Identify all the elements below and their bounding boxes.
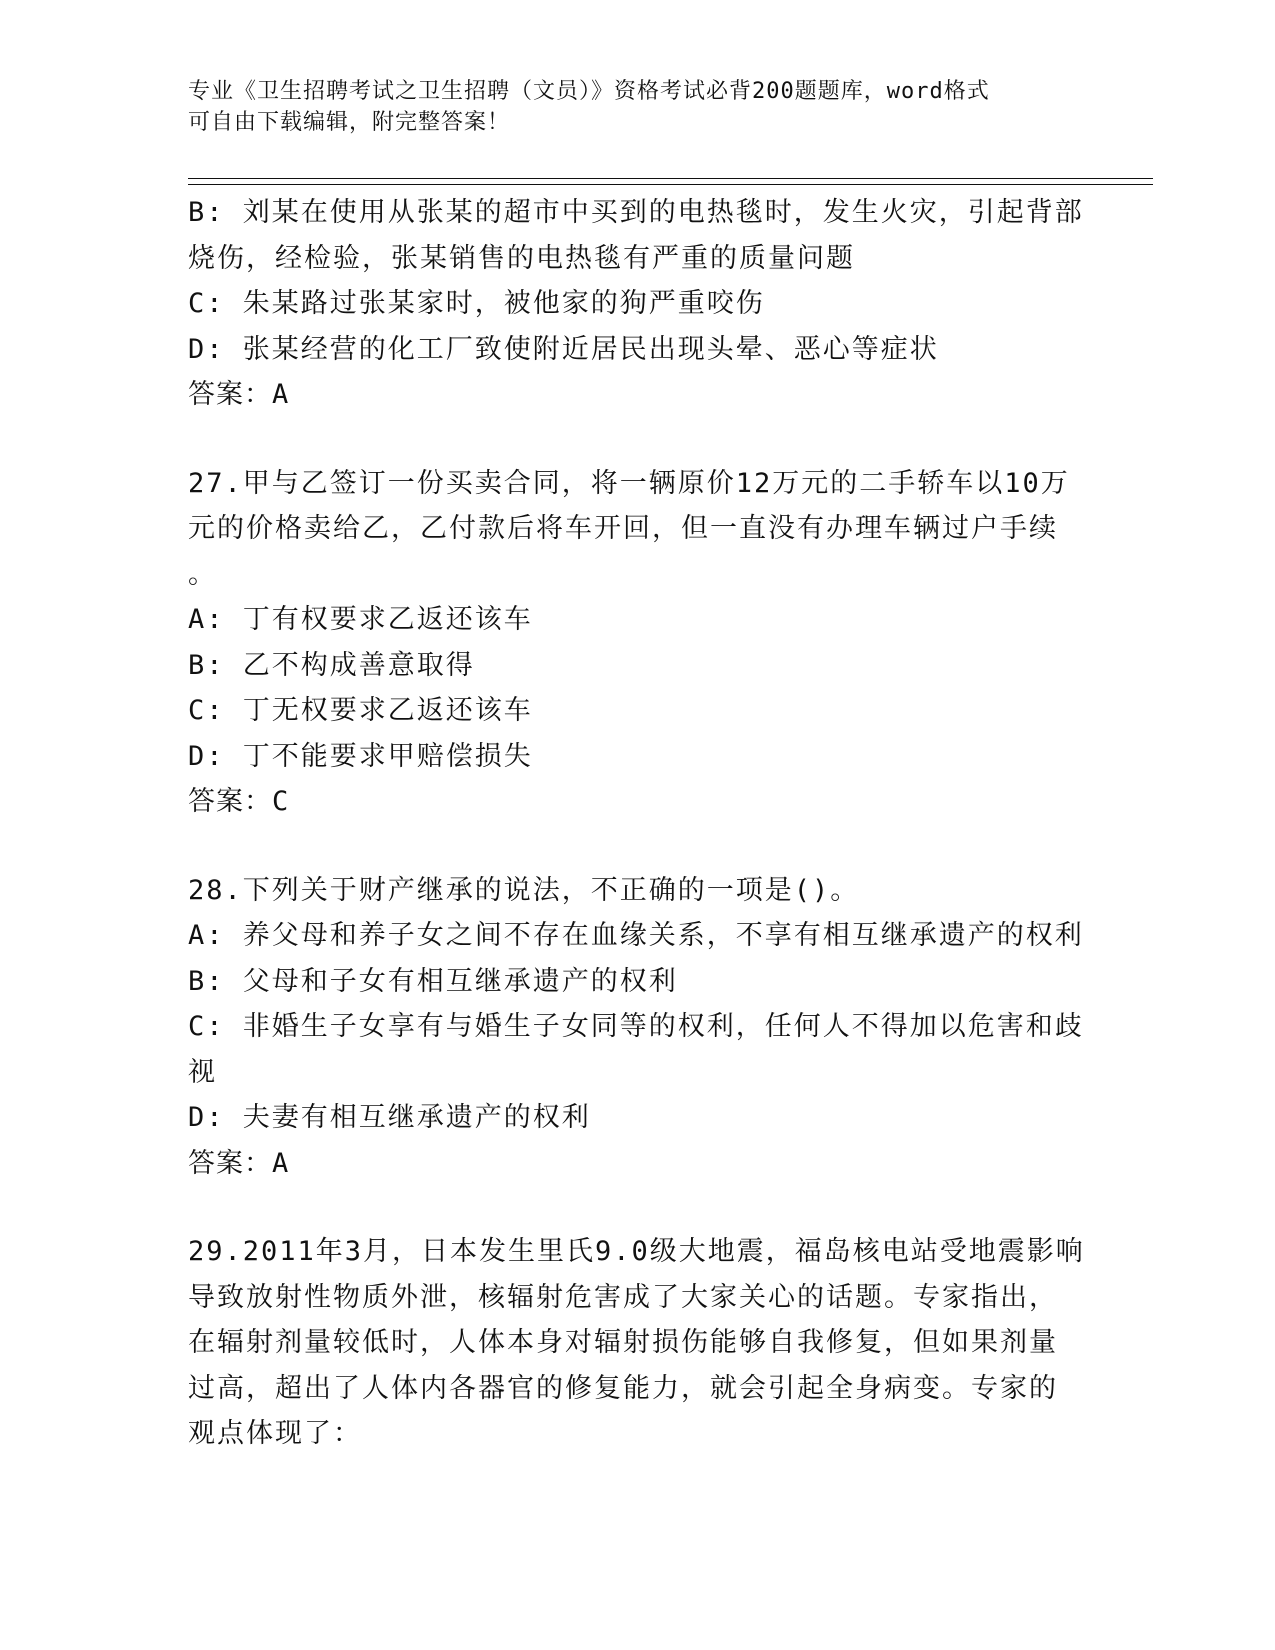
option-b-line-2: 烧伤，经检验，张某销售的电热毯有严重的质量问题 <box>188 242 855 274</box>
option-a: A: 丁有权要求乙返还该车 <box>188 604 533 635</box>
option-b-line-1: B: 刘某在使用从张某的超市中买到的电热毯时，发生火灾，引起背部 <box>188 197 1084 228</box>
header-divider-top <box>188 178 1153 179</box>
question-stem-line-2: 导致放射性物质外泄，核辐射危害成了大家关心的话题。专家指出， <box>188 1281 1058 1313</box>
answer: 答案：A <box>188 1147 290 1179</box>
option-c: C: 朱某路过张某家时，被他家的狗严重咬伤 <box>188 288 765 319</box>
answer: 答案：A <box>188 379 290 410</box>
option-a: A: 养父母和养子女之间不存在血缘关系，不享有相互继承遗产的权利 <box>188 920 1084 951</box>
question-stem-line-3: 在辐射剂量较低时，人体本身对辐射损伤能够自我修复，但如果剂量 <box>188 1327 1058 1358</box>
question-29 <box>188 1229 1188 1457</box>
answer: 答案：C <box>188 786 290 817</box>
question-26-continuation <box>188 190 1188 418</box>
question-stem-line-3: 。 <box>188 558 217 590</box>
question-27 <box>188 461 1188 825</box>
option-c-line-1: C: 非婚生子女享有与婚生子女同等的权利，任何人不得加以危害和歧 <box>188 1011 1084 1042</box>
header-divider-bottom <box>188 184 1153 185</box>
header-title-line-1: 专业《卫生招聘考试之卫生招聘（文员）》资格考试必背200题题库，word格式 <box>188 79 990 104</box>
option-d: D: 夫妻有相互继承遗产的权利 <box>188 1102 591 1133</box>
option-b: B: 父母和子女有相互继承遗产的权利 <box>188 965 678 997</box>
option-b: B: 乙不构成善意取得 <box>188 649 475 681</box>
question-stem: 28.下列关于财产继承的说法，不正确的一项是()。 <box>188 874 860 906</box>
question-28 <box>188 868 1188 1187</box>
option-c: C: 丁无权要求乙返还该车 <box>188 695 533 726</box>
question-stem-line-1: 29.2011年3月，日本发生里氏9.0级大地震，福岛核电站受地震影响 <box>188 1236 1085 1267</box>
question-stem-line-5: 观点体现了： <box>188 1418 362 1449</box>
question-stem-line-1: 27.甲与乙签订一份买卖合同，将一辆原价12万元的二手轿车以10万 <box>188 467 1070 499</box>
document-body <box>188 190 1188 1457</box>
question-stem-line-2: 元的价格卖给乙，乙付款后将车开回，但一直没有办理车辆过户手续 <box>188 513 1058 544</box>
document-header <box>188 76 1068 138</box>
question-stem-line-4: 过高，超出了人体内各器官的修复能力，就会引起全身病变。专家的 <box>188 1372 1058 1404</box>
option-c-line-2: 视 <box>188 1056 217 1088</box>
option-d: D: 丁不能要求甲赔偿损失 <box>188 740 533 772</box>
option-d: D: 张某经营的化工厂致使附近居民出现头晕、恶心等症状 <box>188 333 939 365</box>
header-title-line-2: 可自由下载编辑，附完整答案！ <box>188 110 511 135</box>
